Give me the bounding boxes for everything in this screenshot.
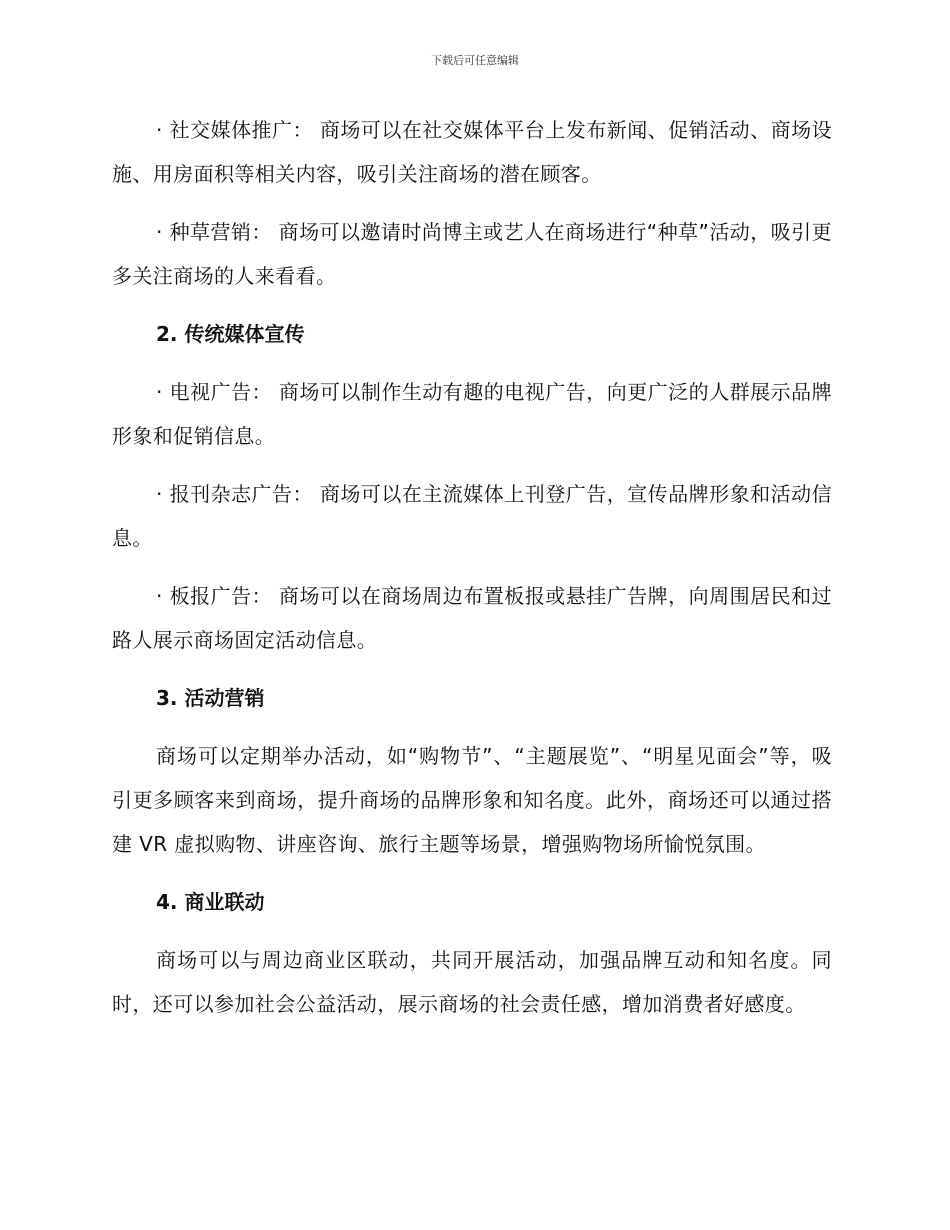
heading-business-linkage: 4. 商业联动 [156,890,265,914]
heading-event-marketing: 3. 活动营销 [156,686,265,710]
paragraph-events: 商场可以定期举办活动，如“购物节”、“主题展览”、“明星见面会”等，吸引更多顾客来到商场，提升商场的品牌形象和知名度。此外，商场还可以通过搭建 VR 虚拟购物、讲座咨询、旅行主题等场景，增强购物场所愉悦氛围。 [112,744,832,856]
paragraph-board-ads: · 板报广告： 商场可以在商场周边布置板报或悬挂广告牌，向周围居民和过路人展示商场固定活动信息。 [112,584,832,652]
heading-traditional-media: 2. 传统媒体宣传 [156,322,305,346]
paragraph-print-ads: · 报刊杂志广告： 商场可以在主流媒体上刊登广告，宣传品牌形象和活动信息。 [112,482,832,550]
paragraph-linkage: 商场可以与周边商业区联动，共同开展活动，加强品牌互动和知名度。同时，还可以参加社会公益活动，展示商场的社会责任感，增加消费者好感度。 [112,948,832,1016]
paragraph-social-media: · 社交媒体推广： 商场可以在社交媒体平台上发布新闻、促销活动、商场设施、用房面积等相关内容，吸引关注商场的潜在顾客。 [112,118,832,186]
paragraph-tv-ads: · 电视广告： 商场可以制作生动有趣的电视广告，向更广泛的人群展示品牌形象和促销信息。 [112,380,832,448]
paragraph-seeding-marketing: · 种草营销： 商场可以邀请时尚博主或艺人在商场进行“种草”活动，吸引更多关注商场的人来看看。 [112,220,832,288]
document-body [112,108,832,1040]
page-header: 下载后可任意编辑 [431,54,519,67]
